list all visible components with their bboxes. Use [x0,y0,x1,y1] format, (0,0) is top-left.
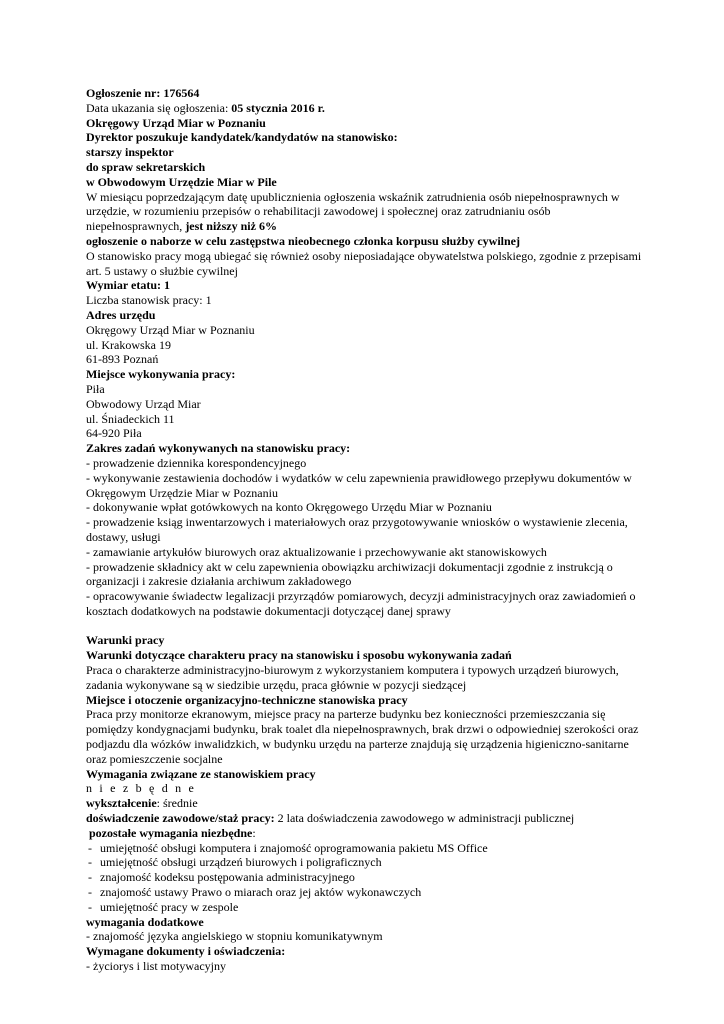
experience-line [86,811,646,826]
workplace-title: Miejsce wykonywania pracy: [86,367,236,382]
other-requirements-label: pozostałe wymagania niezbędne [86,825,253,840]
workplace-line: ul. Śniadeckich 11 [86,411,175,426]
experience-label: doświadczenie zawodowe/staż pracy: [86,811,275,826]
list-item: - znajomość ustawy Prawo o miarach oraz jej aktów wykonawczych [86,885,646,900]
education-label: wykształcenie [86,796,157,811]
requirements-necessary-label: n i e z b ę d n e [86,781,197,796]
announcement-number: Ogłoszenie nr: 176564 [86,86,200,100]
office-address-line: 61-893 Poznań [86,352,159,367]
position-title-3: w Obwodowym Urzędzie Miar w Pile [86,174,277,189]
task-item: - opracowywanie świadectw legalizacji przyrządów pomiarowych, decyzji administracyjnych oraz zawiadomień o kosztach dodatkowych na podstawie dokumentacji dotyczącej danej sprawy [86,589,636,618]
substitution-text: O stanowisko pracy mogą ubiegać się również osoby nieposiadające obywatelstwa polskiego, zgodnie z przepisami art. 5 ustawy o służbie cywilnej [86,248,642,278]
experience-value: 2 lata doświadczenia zawodowego w administracji publicznej [274,811,575,826]
task-item: - zamawianie artykułów biurowych oraz aktualizowanie i przechowywanie akt stanowiskowych [86,544,547,559]
disability-highlight: jest niższy niż 6% [185,219,277,234]
conditions-nature-title: Warunki dotyczące charakteru pracy na stanowisku i sposobu wykonywania zadań [86,648,512,663]
publication-date-value: 05 stycznia 2016 r. [231,100,325,115]
task-item: - prowadzenie ksiąg inwentarzowych i materiałowych oraz przygotowywanie wniosków o wystawienie zlecenia, dostawy, usługi [86,515,628,544]
publication-date-label: Data ukazania się ogłoszenia: [86,100,232,115]
workplace-line: 64-920 Piła [86,426,142,441]
task-item: - wykonywanie zestawienia dochodów i wydatków w celu zapewnienia prawidłowego przepływu dokumentów w Okręgowym Urzędzie Miar w Poznaniu [86,470,632,500]
list-item: - znajomość kodeksu postępowania administracyjnego [86,870,646,885]
conditions-place-text: Praca przy monitorze ekranowym, miejsce pracy na parterze budynku bez konieczności przemieszczania się pomiędzy kondygnacjami budynku, brak toalet dla niepełnosprawnych, brak drzwi o odpowiedniej szerokości oraz podjazdu dla wózków inwalidzkich, w budynku urzędu na parterze znajdują się urządzenia higieniczno-sanitarne oraz pomieszczenie socjalne [86,707,639,766]
additional-requirements-title: wymagania dodatkowe [86,914,204,929]
office-name: Okręgowy Urząd Miar w Poznaniu [86,115,266,130]
conditions-title: Warunki pracy [86,633,165,648]
task-item: - prowadzenie składnicy akt w celu zapewnienia obowiązku archiwizacji dokumentacji zgodnie z instrukcją o organizacji i zakresie działania archiwum zakładowego [86,559,613,589]
list-item: - umiejętność pracy w zespole [86,900,646,915]
documents-title: Wymagane dokumenty i oświadczenia: [86,944,286,959]
other-requirements-line [86,826,646,841]
education-line [86,796,646,811]
conditions-nature-text: Praca o charakterze administracyjno-biurowym z wykorzystaniem komputera i typowych urządzeń biurowych, zadania wykonywane są w siedzibie urzędu, praca głównie w pozycji siedzącej [86,663,619,692]
conditions-place-title: Miejsce i otoczenie organizacyjno-techniczne stanowiska pracy [86,692,408,707]
list-item: - umiejętność obsługi urządzeń biurowych i poligraficznych [86,855,646,870]
position-title-2: do spraw sekretarskich [86,159,206,174]
workplace-line: Obwodowy Urząd Miar [86,396,201,411]
workplace-line: Piła [86,381,105,396]
task-item: - prowadzenie dziennika korespondencyjnego [86,455,307,470]
office-address-line: Okręgowy Urząd Miar w Poznaniu [86,322,255,337]
list-item: - umiejętność obsługi komputera i znajomość oprogramowania pakietu MS Office [86,841,646,856]
task-item: - dokonywanie wpłat gotówkowych na konto Okręgowego Urzędu Miar w Poznaniu [86,500,492,515]
office-address-line: ul. Krakowska 19 [86,337,171,352]
substitution-title: ogłoszenie o naborze w celu zastępstwa nieobecnego członka korpusu służby cywilnej [86,233,520,248]
positions-count: Liczba stanowisk pracy: 1 [86,293,212,308]
announcement-document [86,86,646,974]
office-address-title: Adres urzędu [86,307,156,322]
section-spacer [86,619,646,634]
position-title-1: starszy inspektor [86,145,174,160]
education-value: : średnie [156,796,198,811]
document-item: - życiorys i list motywacyjny [86,959,226,974]
requirements-title: Wymagania związane ze stanowiskiem pracy [86,766,316,781]
publication-date [86,101,646,116]
other-requirements-colon: : [252,825,256,840]
fte-line: Wymiar etatu: 1 [86,278,170,293]
additional-requirement-item: - znajomość języka angielskiego w stopniu komunikatywnym [86,929,383,944]
disability-statement [86,190,646,234]
director-line: Dyrektor poszukuje kandydatek/kandydatów na stanowisko: [86,130,398,145]
tasks-title: Zakres zadań wykonywanych na stanowisku pracy: [86,441,351,456]
other-requirements-list [86,841,646,915]
disability-text: W miesiącu poprzedzającym datę upublicznienia ogłoszenia wskaźnik zatrudnienia osób niepełnosprawnych w urzędzie, w rozumieniu przepisów o rehabilitacji zawodowej i społecznej oraz zatrudnianiu osób niepełnosprawnych, [86,189,620,234]
